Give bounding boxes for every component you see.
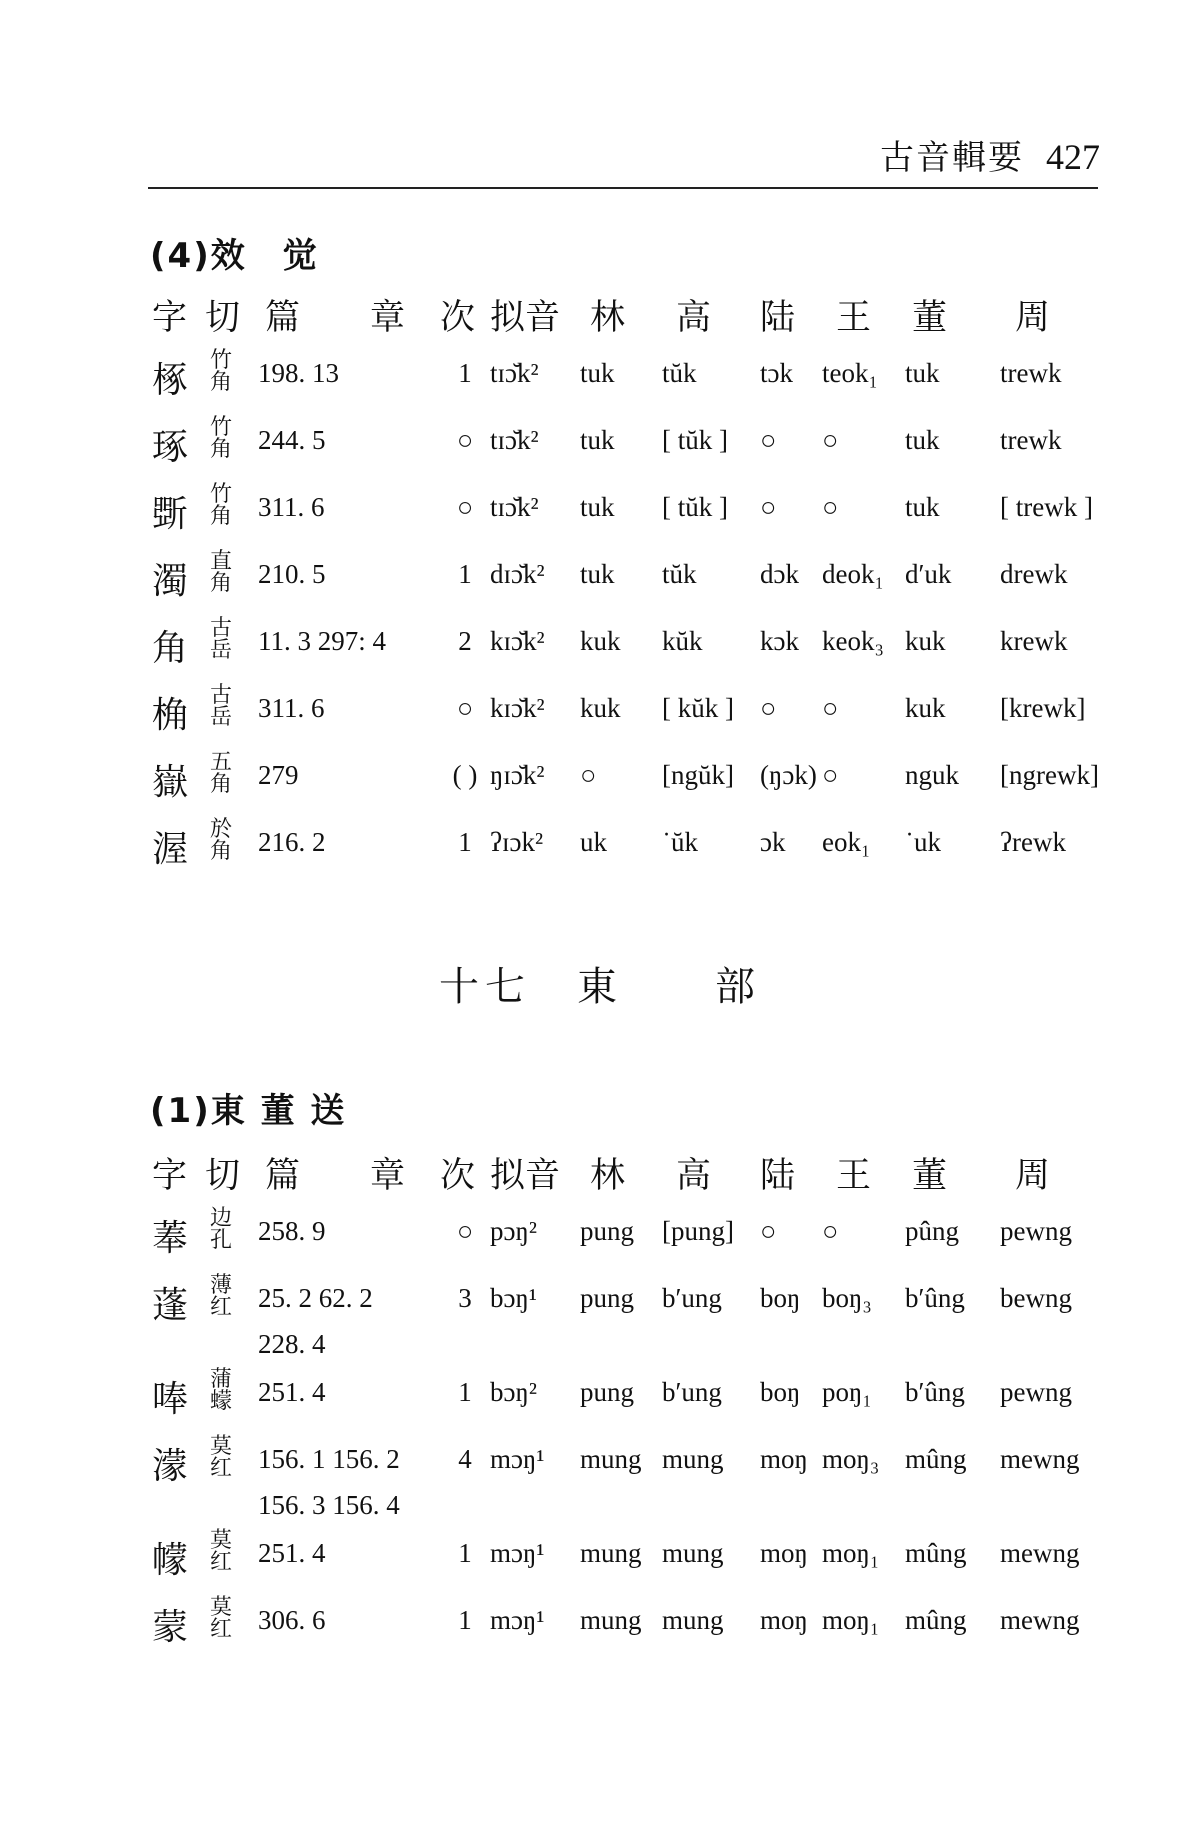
column-header: 陆 [760, 1156, 796, 1196]
cell-lin: mung [580, 1538, 642, 1568]
head-character: 琢 [152, 427, 189, 468]
fanqie-spelling: 莫红 [209, 1528, 232, 1575]
cell-dong: kuk [905, 693, 946, 723]
cell-zhou: mewng [1000, 1605, 1080, 1635]
cell-ci: 1 [458, 1377, 472, 1407]
cell-ni: mɔŋ¹ [490, 1444, 545, 1474]
cell-pian-continued: 156. 3 156. 4 [258, 1490, 400, 1520]
column-header: 拟音 [490, 298, 561, 338]
cell-wang: teok₁ [822, 358, 878, 388]
cell-pian: 251. 4 [258, 1377, 326, 1407]
cell-pian: 156. 1 156. 2 [258, 1444, 400, 1474]
table-row [0, 616, 1200, 683]
cell-dong: nguk [905, 760, 959, 790]
page-number: 427 [1046, 137, 1100, 177]
cell-gao: [pung] [662, 1216, 734, 1246]
cell-zhou: [ngrewk] [1000, 760, 1099, 790]
cell-zhou: mewng [1000, 1444, 1080, 1474]
cell-lu: (ŋɔk) [760, 760, 817, 790]
head-character: 濁 [152, 561, 189, 602]
cell-ci: ○ [456, 693, 474, 723]
cell-lu: ○ [760, 693, 777, 723]
cell-gao: mung [662, 1538, 724, 1568]
cell-ci: 2 [458, 626, 472, 656]
cell-ci: 4 [458, 1444, 472, 1474]
cell-lin: tuk [580, 492, 615, 522]
cell-lu: ○ [760, 425, 777, 455]
cell-gao: tŭk [662, 559, 697, 589]
column-header: 篇 [265, 298, 301, 338]
head-character: 斲 [152, 494, 189, 535]
head-character: 蒙 [152, 1607, 189, 1648]
cell-lu: moŋ [760, 1605, 808, 1635]
table-row [0, 1206, 1200, 1273]
cell-gao: [ tŭk ] [662, 492, 728, 522]
cell-dong: tuk [905, 425, 940, 455]
cell-pian-continued: 228. 4 [258, 1329, 326, 1359]
cell-ni: dɪɔ̆k² [490, 559, 545, 589]
cell-wang: moŋ₁ [822, 1538, 880, 1568]
cell-ni: tɪɔ̆k² [490, 358, 539, 388]
column-header: 陆 [760, 298, 796, 338]
column-header: 林 [590, 298, 626, 338]
cell-pian: 210. 5 [258, 559, 326, 589]
cell-lu: ○ [760, 1216, 777, 1246]
column-header: 字 [152, 1156, 188, 1196]
cell-lin: tuk [580, 425, 615, 455]
cell-dong: ˙uk [905, 827, 941, 857]
cell-ci: 1 [458, 827, 472, 857]
head-character: 嶽 [152, 762, 189, 803]
cell-pian: 306. 6 [258, 1605, 326, 1635]
cell-zhou: pewng [1000, 1377, 1072, 1407]
cell-zhou: drewk [1000, 559, 1068, 589]
cell-ni: mɔŋ¹ [490, 1605, 545, 1635]
cell-ci: ○ [456, 425, 474, 455]
head-character: 桷 [152, 695, 189, 736]
cell-pian: 251. 4 [258, 1538, 326, 1568]
rhyme-table-dong [0, 1148, 1200, 1662]
column-header: 次 [440, 1156, 476, 1196]
cell-lu: moŋ [760, 1538, 808, 1568]
cell-ni: mɔŋ¹ [490, 1538, 545, 1568]
cell-pian: 25. 2 62. 2 [258, 1283, 373, 1313]
cell-ci: 1 [458, 1538, 472, 1568]
head-character: 唪 [152, 1379, 189, 1420]
cell-ni: tɪɔ̆k² [490, 492, 539, 522]
table-row [0, 348, 1200, 415]
head-character: 蓬 [152, 1285, 189, 1326]
column-header: 高 [676, 298, 712, 338]
fanqie-spelling: 竹角 [209, 348, 232, 395]
cell-ni: bɔŋ² [490, 1377, 537, 1407]
column-header: 王 [836, 1156, 872, 1196]
cell-ci: ( ) [452, 760, 478, 790]
table-header-row [0, 290, 1200, 348]
fanqie-spelling: 於角 [209, 817, 232, 864]
cell-zhou: trewk [1000, 425, 1062, 455]
cell-ni: pɔŋ² [490, 1216, 537, 1246]
table-row [0, 1528, 1200, 1595]
column-header: 拟音 [490, 1156, 561, 1196]
cell-gao: [ngŭk] [662, 760, 734, 790]
cell-wang: ○ [822, 425, 839, 455]
cell-lu: dɔk [760, 559, 799, 589]
cell-dong: tuk [905, 358, 940, 388]
cell-lu: kɔk [760, 626, 799, 656]
header-rule [148, 187, 1098, 189]
cell-pian: 258. 9 [258, 1216, 326, 1246]
table-row [0, 1273, 1200, 1367]
cell-pian: 216. 2 [258, 827, 326, 857]
head-character: 角 [152, 628, 189, 669]
cell-lin: mung [580, 1444, 642, 1474]
cell-wang: boŋ₃ [822, 1283, 872, 1313]
column-header: 章 [370, 1156, 406, 1196]
cell-lin: kuk [580, 626, 621, 656]
head-character: 椓 [152, 360, 189, 401]
table-row [0, 750, 1200, 817]
fanqie-spelling: 薄红 [209, 1273, 232, 1320]
column-header: 字 [152, 298, 188, 338]
head-character: 濛 [152, 1446, 189, 1487]
column-header: 周 [1015, 298, 1051, 338]
cell-pian: 198. 13 [258, 358, 339, 388]
column-header: 王 [836, 298, 872, 338]
cell-zhou: mewng [1000, 1538, 1080, 1568]
fanqie-spelling: 古岳 [209, 616, 232, 663]
table-row [0, 817, 1200, 884]
rhyme-table-xiao-jue [0, 290, 1200, 884]
book-title: 古音輯要 [880, 138, 1024, 178]
cell-lin: kuk [580, 693, 621, 723]
cell-lu: boŋ [760, 1377, 801, 1407]
column-header: 林 [590, 1156, 626, 1196]
cell-pian: 311. 6 [258, 693, 325, 723]
fanqie-spelling: 莫红 [209, 1434, 232, 1481]
cell-wang: poŋ₁ [822, 1377, 872, 1407]
section-heading-xiao-jue: (4)效 觉 [150, 236, 319, 276]
fanqie-spelling: 竹角 [209, 415, 232, 462]
cell-wang: moŋ₁ [822, 1605, 880, 1635]
column-header: 董 [912, 1156, 948, 1196]
cell-gao: [ tŭk ] [662, 425, 728, 455]
table-row [0, 1434, 1200, 1528]
head-character: 渥 [152, 829, 189, 870]
cell-wang: ○ [822, 492, 839, 522]
cell-gao: kŭk [662, 626, 703, 656]
table-row [0, 415, 1200, 482]
cell-ci: 1 [458, 559, 472, 589]
fanqie-spelling: 蒲蠓 [209, 1367, 232, 1414]
cell-zhou: krewk [1000, 626, 1068, 656]
cell-ni: kɪɔ̆k² [490, 626, 545, 656]
cell-pian: 244. 5 [258, 425, 326, 455]
cell-dong: kuk [905, 626, 946, 656]
running-head [860, 130, 1100, 180]
cell-wang: ○ [822, 1216, 839, 1246]
cell-ci: 1 [458, 358, 472, 388]
cell-lin: pung [580, 1283, 634, 1313]
cell-lu: boŋ [760, 1283, 801, 1313]
table-header-row [0, 1148, 1200, 1206]
cell-ci: ○ [456, 492, 474, 522]
table-row [0, 482, 1200, 549]
cell-ci: 3 [458, 1283, 472, 1313]
cell-gao: b′ung [662, 1283, 722, 1313]
cell-lin: tuk [580, 358, 615, 388]
fanqie-spelling: 竹角 [209, 482, 232, 529]
cell-lin: uk [580, 827, 607, 857]
cell-lin: tuk [580, 559, 615, 589]
chapter-title: 十七 東 部 [439, 964, 761, 1010]
cell-dong: pûng [905, 1216, 959, 1246]
cell-gao: [ kŭk ] [662, 693, 734, 723]
cell-lin: pung [580, 1216, 634, 1246]
cell-lin: ○ [580, 760, 597, 790]
fanqie-spelling: 直角 [209, 549, 232, 596]
cell-dong: mûng [905, 1605, 967, 1635]
section-heading-dong: (1)東 董 送 [150, 1091, 347, 1131]
cell-pian: 279 [258, 760, 299, 790]
cell-dong: mûng [905, 1444, 967, 1474]
cell-dong: mûng [905, 1538, 967, 1568]
cell-lu: moŋ [760, 1444, 808, 1474]
cell-dong: b′ûng [905, 1377, 965, 1407]
cell-wang: keok₃ [822, 626, 884, 656]
cell-gao: mung [662, 1444, 724, 1474]
cell-zhou: trewk [1000, 358, 1062, 388]
cell-dong: b′ûng [905, 1283, 965, 1313]
cell-gao: b′ung [662, 1377, 722, 1407]
column-header: 章 [370, 298, 406, 338]
column-header: 周 [1015, 1156, 1051, 1196]
table-row [0, 1367, 1200, 1434]
table-row [0, 549, 1200, 616]
cell-zhou: bewng [1000, 1283, 1072, 1313]
column-header: 切 [205, 1156, 241, 1196]
head-character: 幪 [152, 1540, 189, 1581]
cell-ni: kɪɔ̆k² [490, 693, 545, 723]
cell-gao: mung [662, 1605, 724, 1635]
table-row [0, 683, 1200, 750]
cell-wang: ○ [822, 760, 839, 790]
cell-lu: tɔk [760, 358, 793, 388]
column-header: 次 [440, 298, 476, 338]
cell-ni: tɪɔ̆k² [490, 425, 539, 455]
cell-dong: tuk [905, 492, 940, 522]
cell-ni: bɔŋ¹ [490, 1283, 537, 1313]
cell-wang: moŋ₃ [822, 1444, 880, 1474]
cell-lin: pung [580, 1377, 634, 1407]
column-header: 篇 [265, 1156, 301, 1196]
cell-pian: 311. 6 [258, 492, 325, 522]
cell-lu: ○ [760, 492, 777, 522]
cell-dong: d′uk [905, 559, 952, 589]
cell-lin: mung [580, 1605, 642, 1635]
cell-zhou: pewng [1000, 1216, 1072, 1246]
cell-zhou: ʔrewk [1000, 827, 1066, 857]
table-row [0, 1595, 1200, 1662]
column-header: 切 [205, 298, 241, 338]
fanqie-spelling: 五角 [209, 750, 232, 797]
fanqie-spelling: 边孔 [209, 1206, 232, 1253]
cell-ni: ʔɪɔk² [490, 827, 544, 857]
cell-wang: deok₁ [822, 559, 884, 589]
cell-zhou: [ trewk ] [1000, 492, 1093, 522]
cell-zhou: [krewk] [1000, 693, 1086, 723]
cell-gao: ˙ŭk [662, 827, 698, 857]
cell-ci: 1 [458, 1605, 472, 1635]
column-header: 董 [912, 298, 948, 338]
cell-wang: eok₁ [822, 827, 871, 857]
cell-wang: ○ [822, 693, 839, 723]
cell-ci: ○ [456, 1216, 474, 1246]
cell-ni: ŋɪɔ̆k² [490, 760, 545, 790]
cell-lu: ɔk [760, 827, 786, 857]
cell-pian: 11. 3 297: 4 [258, 626, 386, 656]
fanqie-spelling: 古岳 [209, 683, 232, 730]
head-character: 菶 [152, 1218, 189, 1259]
fanqie-spelling: 莫红 [209, 1595, 232, 1642]
cell-gao: tŭk [662, 358, 697, 388]
column-header: 高 [676, 1156, 712, 1196]
